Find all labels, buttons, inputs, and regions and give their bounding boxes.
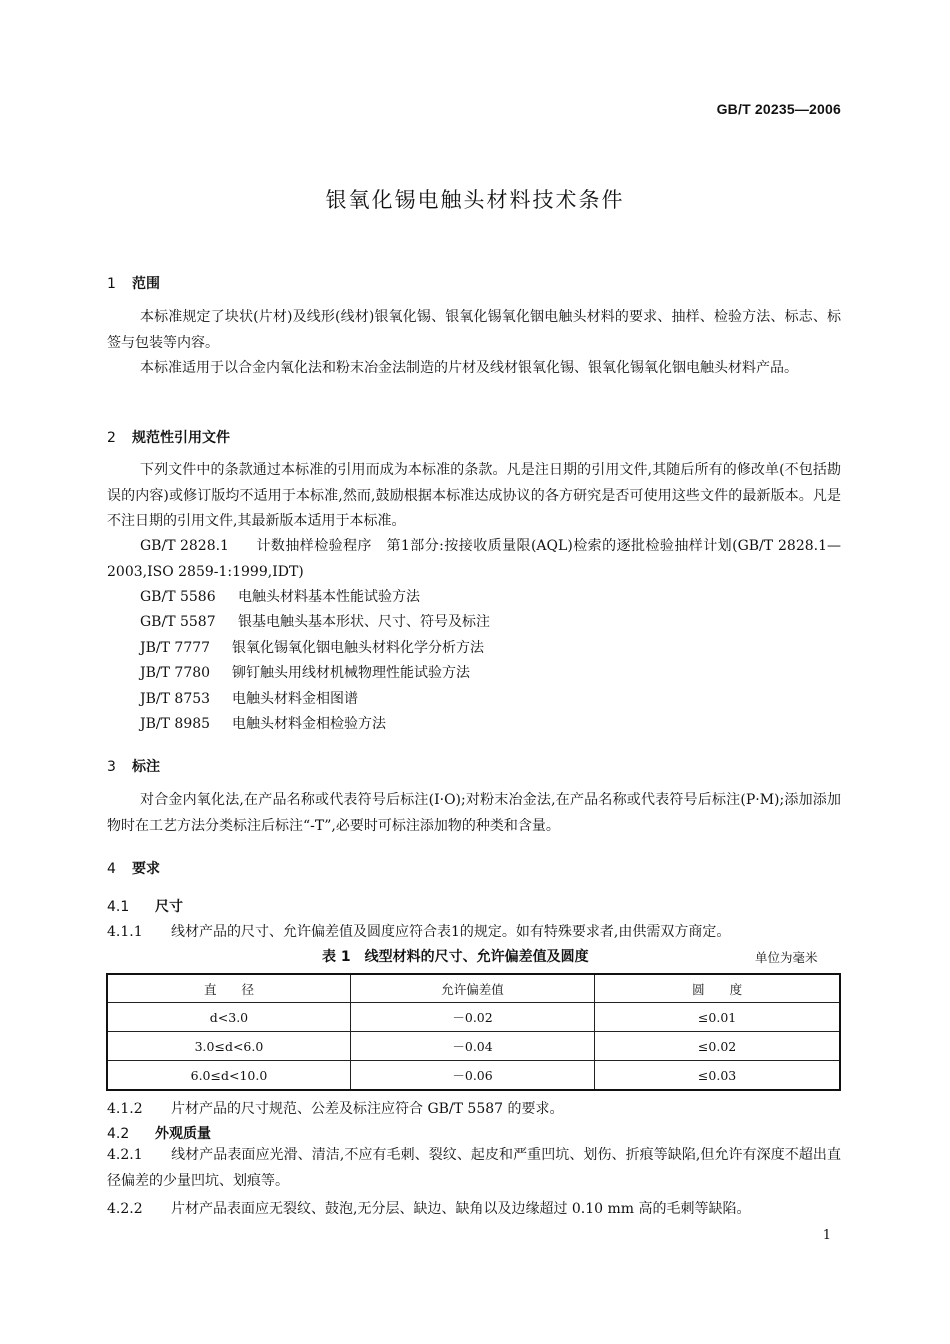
- reference-item: [140, 610, 490, 636]
- reference-item: [140, 687, 358, 713]
- table-cell: 6.0≤d<10.0: [107, 1061, 350, 1091]
- clause-number: 4.2.1: [107, 1147, 143, 1163]
- reference-text: 银氧化锡氧化铟电触头材料化学分析方法: [232, 640, 484, 656]
- clause-text: 片材产品的尺寸规范、公差及标注应符合 GB/T 5587 的要求。: [171, 1101, 564, 1117]
- reference-code: GB/T 5587: [140, 614, 216, 630]
- section-number: 4.1: [107, 899, 130, 915]
- reference-text: 计数抽样检验程序 第1部分:按接收质量限(AQL)检索的逐批检验抽样计划(GB/T 2828.1—2003,ISO 2859-1:1999,IDT): [107, 538, 841, 580]
- table-row: [107, 1003, 840, 1032]
- section-1-heading: [107, 273, 160, 293]
- clause-text: 线材产品的尺寸、允许偏差值及圆度应符合表1的规定。如有特殊要求者,由供需双方商定。: [171, 924, 731, 940]
- reference-code: JB/T 7777: [140, 640, 211, 656]
- clause-4-2-2: [107, 1198, 847, 1218]
- reference-code: JB/T 8985: [140, 716, 211, 732]
- reference-text: 电触头材料基本性能试验方法: [238, 589, 420, 605]
- clause-number: 4.1.2: [107, 1101, 143, 1117]
- table-row: [107, 1061, 840, 1091]
- section-2-para-1: 下列文件中的条款通过本标准的引用而成为本标准的条款。凡是注日期的引用文件,其随后所有的修改单(不包括勘误的内容)或修订版均不适用于本标准,然而,鼓励根据本标准达成协议的各方研究是否可使用这些文件的最新版本。凡是不注日期的引用文件,其最新版本适用于本标准。: [107, 462, 841, 529]
- document-title: 银氧化锡电触头材料技术条件: [325, 188, 625, 212]
- reference-text: 银基电触头基本形状、尺寸、符号及标注: [238, 614, 490, 630]
- section-3-para-1: 对合金内氧化法,在产品名称或代表符号后标注(I·O);对粉末冶金法,在产品名称或代表符号后标注(P·M);添加添加物时在工艺方法分类标注后标注“-T”,必要时可标注添加物的种类和含量。: [107, 792, 841, 834]
- section-number: 4: [107, 861, 116, 877]
- table-header-cell: 允许偏差值: [350, 974, 594, 1003]
- table-cell: －0.02: [350, 1003, 594, 1032]
- reference-item: [140, 661, 470, 687]
- clause-4-2-1: [107, 1143, 841, 1194]
- clause-text: 线材产品表面应光滑、清洁,不应有毛刺、裂纹、起皮和严重凹坑、划伤、折痕等缺陷,但允许有深度不超出直径偏差的少量凹坑、划痕等。: [107, 1147, 841, 1189]
- table-cell: ≤0.03: [595, 1061, 840, 1091]
- reference-text: 铆钉触头用线材机械物理性能试验方法: [232, 665, 470, 681]
- section-1-para-1: 本标准规定了块状(片材)及线形(线材)银氧化锡、银氧化锡氧化铟电触头材料的要求、抽样、检验方法、标志、标签与包装等内容。: [107, 309, 841, 351]
- clause-number: 4.2.2: [107, 1201, 143, 1217]
- section-title: 要求: [132, 861, 160, 877]
- reference-item: [140, 636, 484, 662]
- reference-code: GB/T 5586: [140, 589, 216, 605]
- table-cell: －0.04: [350, 1032, 594, 1061]
- section-number: 2: [107, 430, 116, 446]
- reference-code: JB/T 7780: [140, 665, 211, 681]
- table-header-row: [107, 974, 840, 1003]
- section-number: 4.2: [107, 1126, 130, 1142]
- section-title: 范围: [132, 276, 160, 292]
- table-cell: 3.0≤d<6.0: [107, 1032, 350, 1061]
- table-header-cell: 圆 度: [595, 974, 840, 1003]
- table-cell: d<3.0: [107, 1003, 350, 1032]
- section-title: 外观质量: [155, 1126, 211, 1142]
- reference-text: 电触头材料金相检验方法: [232, 716, 386, 732]
- section-number: 3: [107, 759, 116, 775]
- standard-number: GB/T 20235—2006: [716, 101, 841, 117]
- table-cell: ≤0.01: [595, 1003, 840, 1032]
- section-number: 1: [107, 276, 116, 292]
- subsection-4-1-heading: [107, 896, 183, 916]
- table-row: [107, 1032, 840, 1061]
- section-3-heading: [107, 756, 160, 776]
- table-cell: ≤0.02: [595, 1032, 840, 1061]
- clause-text: 片材产品表面应无裂纹、鼓泡,无分层、缺边、缺角以及边缘超过 0.10 mm 高的毛刺等缺陷。: [171, 1201, 751, 1217]
- reference-item: [107, 534, 841, 585]
- table-1: [106, 973, 841, 1091]
- reference-code: JB/T 8753: [140, 691, 211, 707]
- reference-code: GB/T 2828.1: [140, 538, 229, 554]
- section-title: 标注: [132, 759, 160, 775]
- table-cell: －0.06: [350, 1061, 594, 1091]
- clause-4-1-2: [107, 1098, 847, 1118]
- table-header-cell: 直 径: [107, 974, 350, 1003]
- reference-item: [140, 585, 420, 611]
- clause-number: 4.1.1: [107, 924, 143, 940]
- section-4-heading: [107, 858, 160, 878]
- section-title: 尺寸: [155, 899, 183, 915]
- clause-4-1-1: [107, 921, 847, 941]
- subsection-4-2-heading: [107, 1123, 211, 1143]
- reference-text: 电触头材料金相图谱: [232, 691, 358, 707]
- reference-item: [140, 712, 386, 738]
- table-caption: 表 1 线型材料的尺寸、允许偏差值及圆度: [322, 949, 589, 965]
- page-number: 1: [822, 1228, 831, 1243]
- table-unit: 单位为毫米: [755, 950, 818, 965]
- section-1-para-2: 本标准适用于以合金内氧化法和粉末冶金法制造的片材及线材银氧化锡、银氧化锡氧化铟电触头材料产品。: [140, 360, 798, 376]
- section-2-heading: [107, 427, 230, 447]
- section-title: 规范性引用文件: [132, 430, 230, 446]
